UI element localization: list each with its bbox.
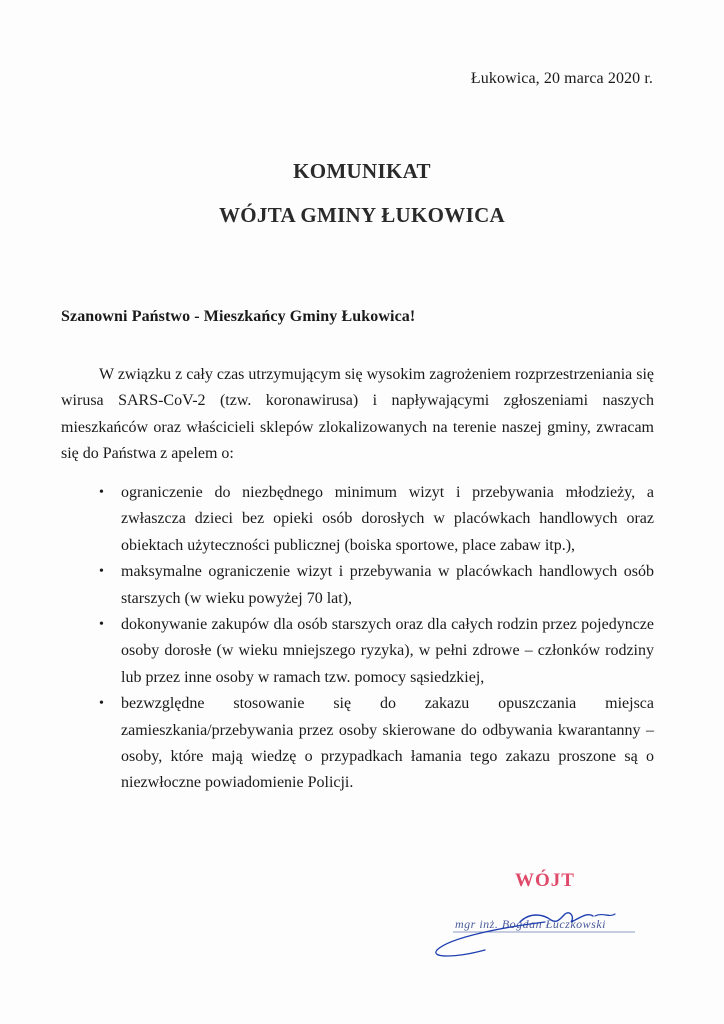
handwritten-signature [425,862,655,982]
list-item [61,612,654,691]
intro-paragraph: W związku z cały czas utrzymującym się wysokim zagrożeniem rozprzestrzeniania się wirusa SARS-CoV-2 (tzw. koronawirusa) i napływającymi zgłoszeniami naszych mieszkańców oraz właścicieli sklepów zlokalizowanych na terenie naszej gminy, zwracam się do Państwa z apelem o: [61,366,655,463]
signature-block [425,862,655,982]
list-item-text: bezwzględne stosowanie się do zakazu opuszczania miejsca zamieszkania/przebywania przez osoby skierowane do odbywania kwarantanny – osoby, które mają wiedzę o przypadkach łamania tego zakazu proszone są o niezwłoczne powiadomienie Policji. [121,695,654,792]
document-subtitle: WÓJTA GMINY ŁUKOWICA [218,203,505,227]
list-item [61,691,654,797]
place-date: Łukowica, 20 marca 2020 r. [470,70,653,87]
salutation: Szanowni Państwo - Mieszkańcy Gminy Łukowica! [61,308,416,325]
bullet-icon: • [99,485,104,500]
list-item [61,480,654,559]
bullet-icon: • [99,564,104,580]
stamp-title: WÓJT [515,870,575,891]
bullet-icon: • [99,617,104,633]
stamp-name: mgr inż. Bogdan Łuczkowski [455,917,606,931]
document-title: KOMUNIKAT [293,159,431,183]
list-item-text: maksymalne ograniczenie wizyt i przebywania w placówkach handlowych osób starszych (w wieku powyżej 70 lat), [121,563,654,607]
list-item [61,559,654,612]
list-item-text: dokonywanie zakupów dla osób starszych oraz dla całych rodzin przez pojedyncze osoby dorosłe (w wieku mniejszego ryzyka), w pełni zdrowe – członków rodziny lub przez inne osoby w ramach tzw. pomocy sąsiedzkiej, [121,616,654,686]
list-item-text: ograniczenie do niezbędnego minimum wizyt i przebywania młodzieży, a zwłaszcza dzieci bez opieki osób dorosłych w placówkach handlowych oraz obiektach użyteczności publicznej (boiska sportowe, place zabaw itp.), [121,484,654,554]
bullet-icon: • [99,696,104,712]
appeal-list [61,480,654,797]
